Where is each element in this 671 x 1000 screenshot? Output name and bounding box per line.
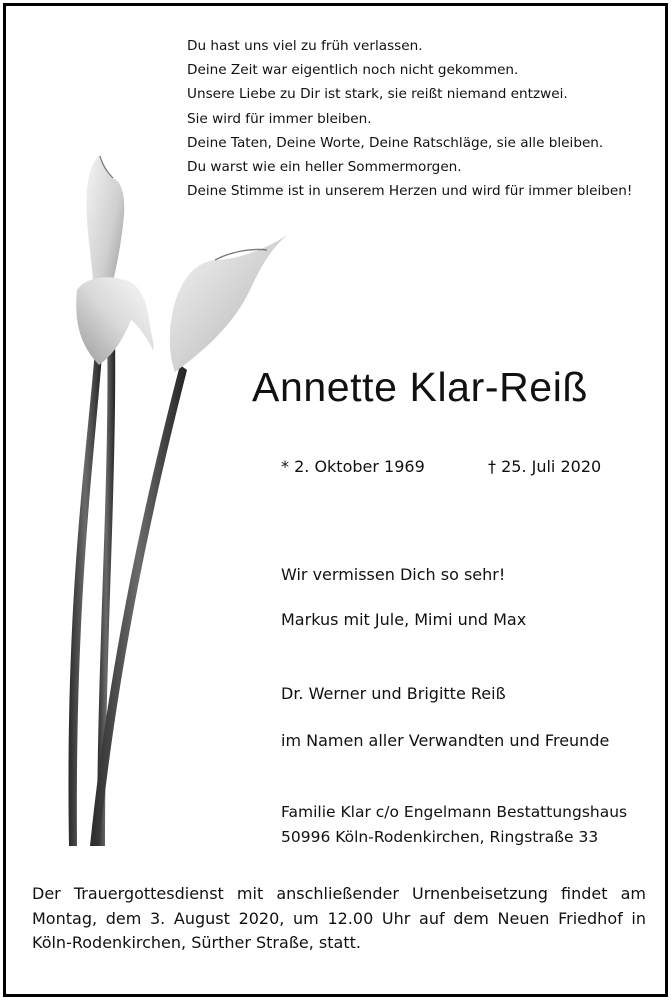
mourners-family-1: Markus mit Jule, Mimi und Max xyxy=(281,610,527,629)
deceased-name: Annette Klar-Reiß xyxy=(252,364,589,410)
poem-line: Sie wird für immer bleiben. xyxy=(187,110,372,127)
poem-line: Unsere Liebe zu Dir ist stark, sie reißt niemand entzwei. xyxy=(187,86,568,103)
poem-line: Deine Taten, Deine Worte, Deine Ratschläge, sie alle bleiben. xyxy=(187,134,604,151)
calla-lilies-icon xyxy=(55,150,295,850)
mourners-others: im Namen aller Verwandten und Freunde xyxy=(281,731,610,750)
poem-line: Du warst wie ein heller Sommermorgen. xyxy=(187,159,462,176)
message-text: Wir vermissen Dich so sehr! xyxy=(281,565,506,584)
contact-line-1: Familie Klar c/o Engelmann Bestattungshaus xyxy=(281,803,628,821)
poem-line: Deine Zeit war eigentlich noch nicht gekommen. xyxy=(187,62,519,79)
poem-line: Du hast uns viel zu früh verlassen. xyxy=(187,38,423,54)
birth-date: * 2. Oktober 1969 xyxy=(281,457,425,476)
contact-line-2: 50996 Köln-Rodenkirchen, Ringstraße 33 xyxy=(281,828,599,846)
poem-line: Deine Stimme ist in unserem Herzen und wird für immer bleiben! xyxy=(187,183,633,200)
service-notice: Der Trauergottesdienst mit anschließender Urnenbeisetzung findet am Montag, dem 3. August 2020, um 12.00 Uhr auf dem Neuen Friedhof in Köln-Rodenkirchen, Sürther Straße, statt. xyxy=(32,884,646,952)
death-date: † 25. Juli 2020 xyxy=(488,457,602,476)
mourners-family-2: Dr. Werner und Brigitte Reiß xyxy=(281,684,506,703)
